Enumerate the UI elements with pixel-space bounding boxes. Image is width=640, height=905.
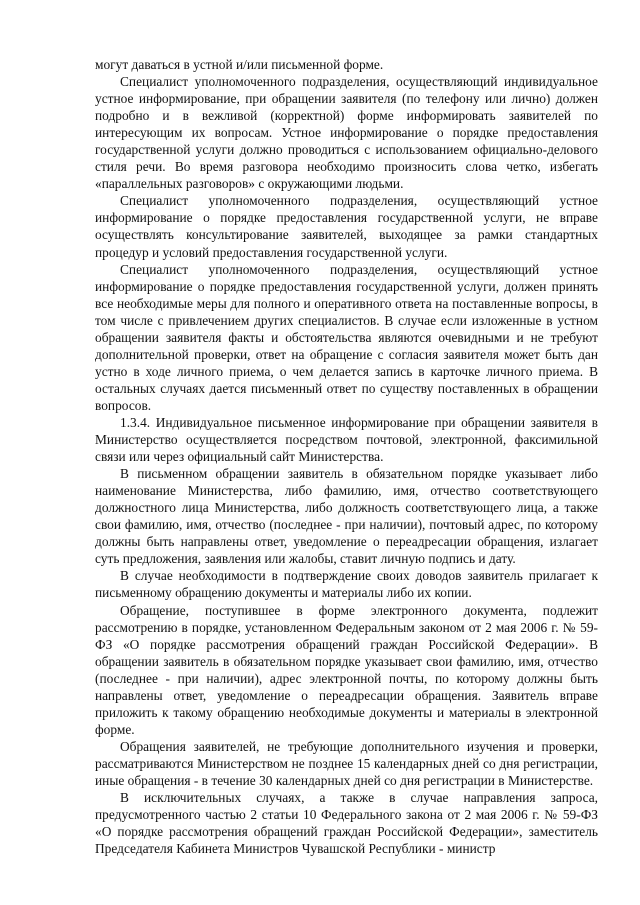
paragraph-oral-informing-duties: Специалист уполномоченного подразделения, осуществляющий индивидуальное устное информирование, при обращении заявителя (по телефону или лично) должен подробно и в вежливой (корректной) форме информировать заявителей по интересующим их вопросам. Устное информирование о порядке предоставления государственной услуги должно проводиться с использованием официально-делового стиля речи. Во время разговора необходимо произносить слова четко, избегать «параллельных разговоров» с окружающими людьми. — [95, 74, 598, 192]
paragraph-electronic-request: Обращение, поступившее в форме электронного документа, подлежит рассмотрению в порядке, установленном Федеральным законом от 2 мая 2006 г. № 59-ФЗ «О порядке рассмотрения обращений граждан Российской Федерации». В обращении заявитель в обязательном порядке указывает свои фамилию, имя, отчество (последнее - при наличии), адрес электронной почты, по которому должны быть направлены ответ, уведомление о переадресации обращения. Заявитель вправе приложить к такому обращению необходимые документы и материалы в электронной форме. — [95, 602, 598, 737]
paragraph-section-1-3-4: 1.3.4. Индивидуальное письменное информирование при обращении заявителя в Министерство осуществляется посредством почтовой, электронной, факсимильной связи или через официальный сайт Министерства. — [95, 414, 598, 465]
paragraph-complete-answer: Специалист уполномоченного подразделения, осуществляющий устное информирование о порядке предоставления государственной услуги, должен принять все необходимые меры для полного и оперативного ответа на поставленные вопросы, в том числе с привлечением других специалистов. В случае если изложенные в устном обращении заявителя факты и обстоятельства являются очевидными и не требуют дополнительной проверки, ответ на обращение с согласия заявителя может быть дан устно в ходе личного приема, о чем делается запись в карточке личного приема. В остальных случаях дается письменный ответ по существу поставленных в обращении вопросов. — [95, 261, 598, 413]
paragraph-consulting-limits: Специалист уполномоченного подразделения, осуществляющий устное информирование о порядке предоставления государственной услуги, не вправе осуществлять консультирование заявителей, выходящее за рамки стандартных процедур и условий предоставления государственной услуги. — [95, 193, 598, 260]
paragraph-exceptional-cases: В исключительных случаях, а также в случае направления запроса, предусмотренного частью 2 статьи 10 Федерального закона от 2 мая 2006 г. № 59-ФЗ «О порядке рассмотрения обращений граждан Российской Федерации», заместитель Председателя Кабинета Министров Чувашской Республики - министр — [95, 790, 598, 857]
paragraph-review-deadlines: Обращения заявителей, не требующие дополнительного изучения и проверки, рассматриваются Министерством не позднее 15 календарных дней со дня регистрации, иные обращения - в течение 30 календарных дней со дня регистрации в Министерстве. — [95, 738, 598, 788]
document-body — [95, 56, 598, 857]
paragraph-written-request-content: В письменном обращении заявитель в обязательном порядке указывает либо наименование Министерства, либо фамилию, имя, отчество соответствующего должностного лица Министерства, либо должность соответствующего лица, а также свои фамилию, имя, отчество (последнее - при наличии), почтовый адрес, по которому должны быть направлены ответ, уведомление о переадресации обращения, излагает суть предложения, заявления или жалобы, ставит личную подпись и дату. — [95, 466, 598, 567]
paragraph-continuation: могут даваться в устной и/или письменной форме. — [95, 57, 384, 72]
paragraph-attachments: В случае необходимости в подтверждение своих доводов заявитель прилагает к письменному обращению документы и материалы либо их копии. — [95, 568, 598, 601]
